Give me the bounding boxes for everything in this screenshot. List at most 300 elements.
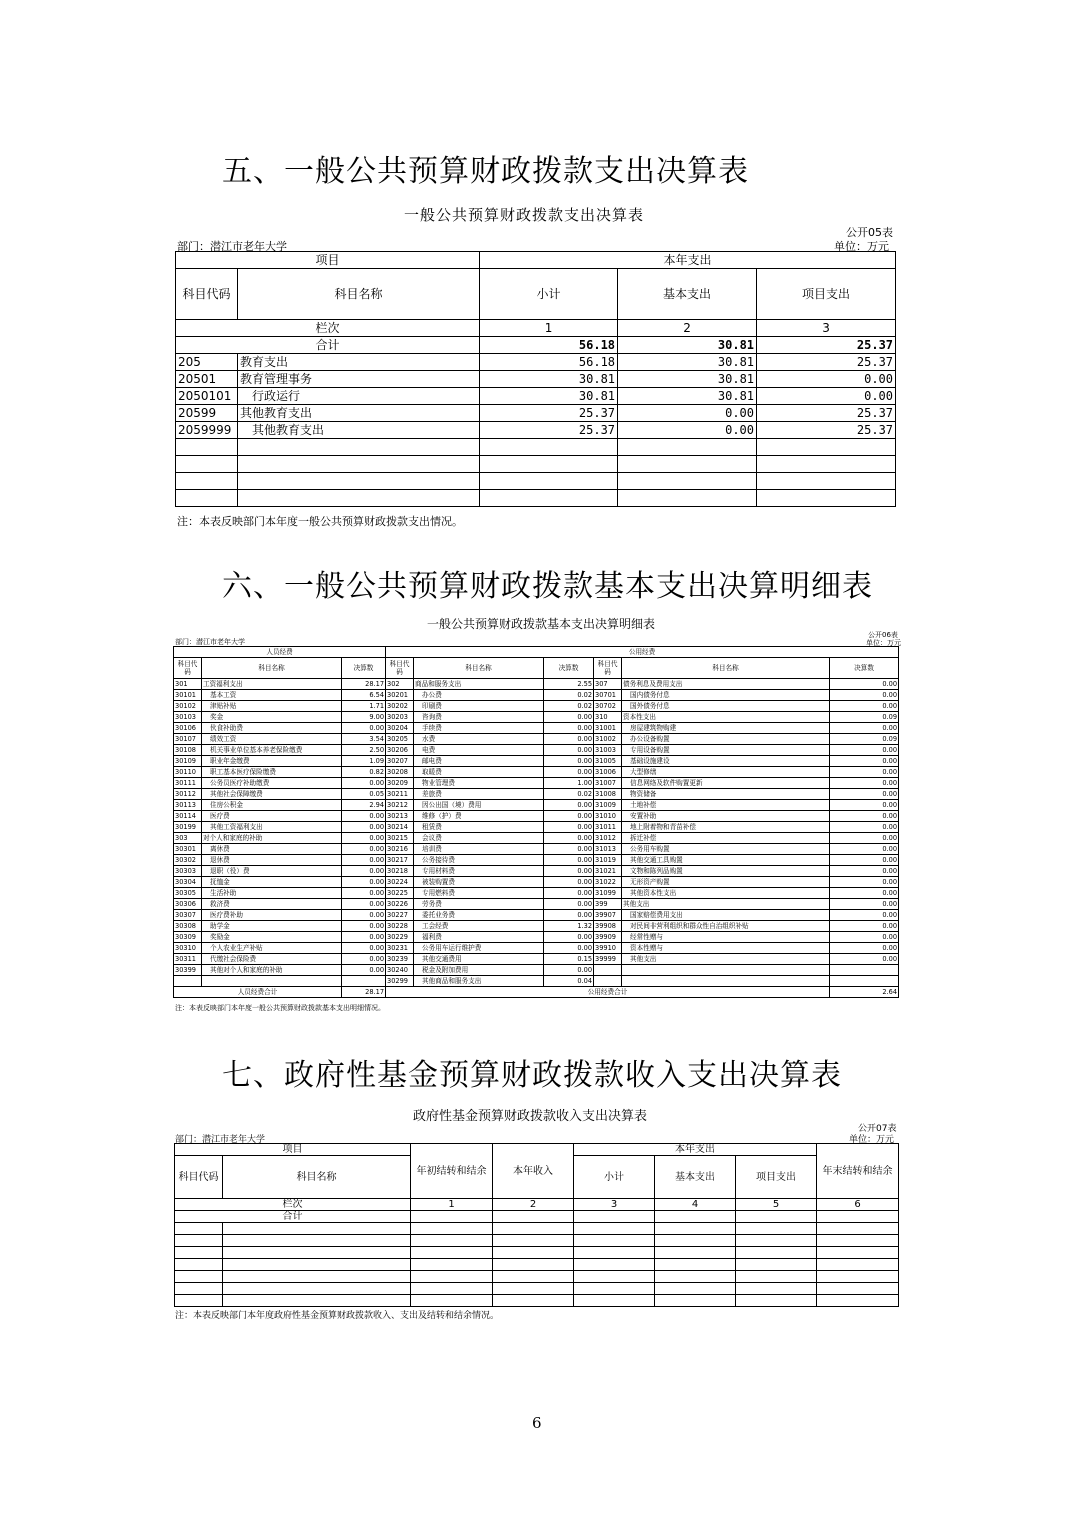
row-name: 抚恤金 xyxy=(202,877,342,888)
row-code: 30229 xyxy=(386,932,414,943)
row-code: 30207 xyxy=(386,756,414,767)
row-name xyxy=(622,965,830,976)
row-code: 30310 xyxy=(174,943,202,954)
row-name: 代缴社会保险费 xyxy=(202,954,342,965)
col-number: 3 xyxy=(757,320,896,337)
row-value: 0.00 xyxy=(830,767,899,778)
row-value: 0.02 xyxy=(544,701,594,712)
row-name: 公务接待费 xyxy=(414,855,544,866)
total-value: 30.81 xyxy=(618,337,757,354)
row-code: 30216 xyxy=(386,844,414,855)
table-row xyxy=(174,954,899,965)
row-value: 0.02 xyxy=(544,690,594,701)
header-personnel: 人员经费 xyxy=(174,647,386,658)
row-code: 205 xyxy=(176,354,238,371)
row-value: 0.00 xyxy=(544,767,594,778)
header-begin-balance: 年初结转和结余 xyxy=(411,1144,493,1199)
row-value: 0.00 xyxy=(830,833,899,844)
header-name: 科目名称 xyxy=(238,269,480,320)
row-code: 30214 xyxy=(386,822,414,833)
row-value: 3.54 xyxy=(342,734,386,745)
row-code: 31011 xyxy=(594,822,622,833)
header-name: 科目名称 xyxy=(223,1156,411,1199)
col-number: 3 xyxy=(574,1199,655,1211)
row-value: 30.81 xyxy=(480,388,618,405)
row-value: 0.00 xyxy=(830,899,899,910)
header-name: 科目名称 xyxy=(622,658,830,679)
row-name: 医疗费 xyxy=(202,811,342,822)
row-name: 资本性赠与 xyxy=(622,943,830,954)
row-name: 津贴补贴 xyxy=(202,701,342,712)
row-value: 0.00 xyxy=(830,679,899,690)
header-year-spending: 本年支出 xyxy=(480,252,896,269)
row-name: 拆迁补偿 xyxy=(622,833,830,844)
row-code: 30302 xyxy=(174,855,202,866)
row-code: 30308 xyxy=(174,921,202,932)
row-code: 2059999 xyxy=(176,422,238,439)
row-name: 信息网络及软件购置更新 xyxy=(622,778,830,789)
row-code: 310 xyxy=(594,712,622,723)
section7-note: 注：本表反映部门本年度政府性基金预算财政拨款收入、支出及结转和结余情况。 xyxy=(175,1311,500,1321)
header-basic: 基本支出 xyxy=(655,1156,736,1199)
section7-table xyxy=(174,1143,899,1307)
row-code: 30102 xyxy=(174,701,202,712)
row-name: 其他支出 xyxy=(622,954,830,965)
row-value: 0.00 xyxy=(830,822,899,833)
empty-row xyxy=(175,1223,899,1235)
section5-table xyxy=(175,251,896,507)
row-code: 303 xyxy=(174,833,202,844)
header-project: 项目支出 xyxy=(736,1156,817,1199)
row-code: 30226 xyxy=(386,899,414,910)
row-code: 31008 xyxy=(594,789,622,800)
row-value: 0.00 xyxy=(618,405,757,422)
row-value: 0.00 xyxy=(830,943,899,954)
row-value: 1.71 xyxy=(342,701,386,712)
table-row xyxy=(174,745,899,756)
row-value: 0.00 xyxy=(830,778,899,789)
row-value: 30.81 xyxy=(618,354,757,371)
row-value: 0.00 xyxy=(830,756,899,767)
personnel-total-label: 人员经费合计 xyxy=(174,987,342,998)
row-value: 0.00 xyxy=(830,690,899,701)
table-row xyxy=(174,976,899,987)
row-name: 大型修缮 xyxy=(622,767,830,778)
page-number: 6 xyxy=(532,1414,542,1432)
empty-row xyxy=(176,490,896,507)
row-code xyxy=(594,976,622,987)
row-code: 31010 xyxy=(594,811,622,822)
row-value: 25.37 xyxy=(757,405,896,422)
row-code: 30227 xyxy=(386,910,414,921)
row-code: 30113 xyxy=(174,800,202,811)
col-number: 2 xyxy=(618,320,757,337)
row-value: 0.00 xyxy=(544,712,594,723)
row-code: 30108 xyxy=(174,745,202,756)
row-value: 25.37 xyxy=(757,422,896,439)
row-value: 0.00 xyxy=(342,943,386,954)
row-value: 0.00 xyxy=(544,811,594,822)
row-code: 30228 xyxy=(386,921,414,932)
header-code: 科目代码 xyxy=(174,658,202,679)
row-name: 资本性支出 xyxy=(622,712,830,723)
row-code: 30307 xyxy=(174,910,202,921)
header-year-spending: 本年支出 xyxy=(574,1144,817,1156)
row-value: 0.00 xyxy=(830,932,899,943)
row-name: 奖金 xyxy=(202,712,342,723)
row-name: 公务用车购置 xyxy=(622,844,830,855)
table-row xyxy=(176,354,896,371)
col-number: 5 xyxy=(736,1199,817,1211)
row-value: 0.00 xyxy=(342,866,386,877)
row-code: 302 xyxy=(386,679,414,690)
row-name: 租赁费 xyxy=(414,822,544,833)
total-value: 25.37 xyxy=(757,337,896,354)
col-number: 4 xyxy=(655,1199,736,1211)
row-value: 0.00 xyxy=(544,965,594,976)
table-row xyxy=(174,679,899,690)
row-value: 0.00 xyxy=(830,888,899,899)
row-value: 0.00 xyxy=(544,910,594,921)
row-code: 30103 xyxy=(174,712,202,723)
row-name: 其他商品和服务支出 xyxy=(414,976,544,987)
row-name: 国家赔偿费用支出 xyxy=(622,910,830,921)
row-code: 30204 xyxy=(386,723,414,734)
row-name: 其他教育支出 xyxy=(238,422,480,439)
row-value: 0.09 xyxy=(830,734,899,745)
row-value: 0.00 xyxy=(544,877,594,888)
total-label: 合计 xyxy=(175,1211,411,1223)
row-value: 0.82 xyxy=(342,767,386,778)
empty-row xyxy=(175,1271,899,1283)
row-value xyxy=(830,976,899,987)
row-code: 30202 xyxy=(386,701,414,712)
row-code: 31019 xyxy=(594,855,622,866)
row-name: 手续费 xyxy=(414,723,544,734)
row-code: 30239 xyxy=(386,954,414,965)
row-name: 咨询费 xyxy=(414,712,544,723)
table-row xyxy=(174,701,899,712)
row-name: 专用设备购置 xyxy=(622,745,830,756)
row-value: 2.50 xyxy=(342,745,386,756)
section6-caption: 一般公共预算财政拨款基本支出决算明细表 xyxy=(427,617,656,631)
header-name: 科目名称 xyxy=(202,658,342,679)
row-value: 0.00 xyxy=(342,888,386,899)
row-name: 绩效工资 xyxy=(202,734,342,745)
row-value: 0.02 xyxy=(544,789,594,800)
table-row xyxy=(174,855,899,866)
header-end-balance: 年末结转和结余 xyxy=(817,1144,899,1199)
table-row xyxy=(176,388,896,405)
row-value: 0.00 xyxy=(830,910,899,921)
table-row xyxy=(174,899,899,910)
row-name: 办公设备购置 xyxy=(622,734,830,745)
row-code: 31009 xyxy=(594,800,622,811)
table-row xyxy=(174,756,899,767)
row-code: 301 xyxy=(174,679,202,690)
table-row xyxy=(174,866,899,877)
row-name: 基础设施建设 xyxy=(622,756,830,767)
row-name xyxy=(202,976,342,987)
row-name: 退休费 xyxy=(202,855,342,866)
section6-table xyxy=(173,646,899,998)
row-code xyxy=(174,976,202,987)
row-value: 0.00 xyxy=(342,855,386,866)
table-row xyxy=(176,371,896,388)
row-code: 30301 xyxy=(174,844,202,855)
row-name: 教育支出 xyxy=(238,354,480,371)
header-amount: 决算数 xyxy=(342,658,386,679)
personnel-total-value: 28.17 xyxy=(342,987,386,998)
row-code: 31006 xyxy=(594,767,622,778)
row-name: 助学金 xyxy=(202,921,342,932)
section7-heading: 七、政府性基金预算财政拨款收入支出决算表 xyxy=(222,1058,842,1093)
row-value: 0.00 xyxy=(830,723,899,734)
table-row xyxy=(174,789,899,800)
row-value: 0.00 xyxy=(342,822,386,833)
empty-row xyxy=(176,439,896,456)
row-code: 31002 xyxy=(594,734,622,745)
row-name: 职工基本医疗保险缴费 xyxy=(202,767,342,778)
row-name: 福利费 xyxy=(414,932,544,943)
row-value: 0.00 xyxy=(342,778,386,789)
row-name: 会议费 xyxy=(414,833,544,844)
empty-row xyxy=(176,456,896,473)
row-name: 专用燃料费 xyxy=(414,888,544,899)
header-amount: 决算数 xyxy=(830,658,899,679)
row-name: 税金及附加费用 xyxy=(414,965,544,976)
row-value: 0.00 xyxy=(544,943,594,954)
row-name: 邮电费 xyxy=(414,756,544,767)
row-value: 0.00 xyxy=(544,888,594,899)
col-number: 1 xyxy=(411,1199,493,1211)
row-name xyxy=(622,976,830,987)
row-code: 30213 xyxy=(386,811,414,822)
row-code: 30399 xyxy=(174,965,202,976)
row-value xyxy=(830,965,899,976)
row-code: 31099 xyxy=(594,888,622,899)
row-code: 31021 xyxy=(594,866,622,877)
row-value: 0.00 xyxy=(544,745,594,756)
row-code: 30201 xyxy=(386,690,414,701)
row-name: 土地补偿 xyxy=(622,800,830,811)
header-code: 科目代码 xyxy=(386,658,414,679)
row-code: 30106 xyxy=(174,723,202,734)
section6-heading: 六、一般公共预算财政拨款基本支出决算明细表 xyxy=(222,569,873,604)
row-code: 30224 xyxy=(386,877,414,888)
row-code: 30309 xyxy=(174,932,202,943)
row-code: 2050101 xyxy=(176,388,238,405)
row-value: 0.00 xyxy=(544,855,594,866)
section7-unit: 单位：万元 xyxy=(849,1135,895,1145)
table-row xyxy=(174,734,899,745)
header-amount: 决算数 xyxy=(544,658,594,679)
table-row xyxy=(174,712,899,723)
header-code: 科目代码 xyxy=(176,269,238,320)
row-name: 职业年金缴费 xyxy=(202,756,342,767)
table-row xyxy=(174,723,899,734)
row-code: 31022 xyxy=(594,877,622,888)
row-value: 0.15 xyxy=(544,954,594,965)
row-code: 39908 xyxy=(594,921,622,932)
row-code: 31013 xyxy=(594,844,622,855)
row-value: 1.09 xyxy=(342,756,386,767)
empty-row xyxy=(175,1247,899,1259)
section5-note: 注：本表反映部门本年度一般公共预算财政拨款支出情况。 xyxy=(177,515,463,528)
row-name: 电费 xyxy=(414,745,544,756)
row-name: 培训费 xyxy=(414,844,544,855)
row-name: 国内债务付息 xyxy=(622,690,830,701)
row-code: 30205 xyxy=(386,734,414,745)
row-name: 生活补助 xyxy=(202,888,342,899)
row-value: 6.54 xyxy=(342,690,386,701)
row-name: 机关事业单位基本养老保险缴费 xyxy=(202,745,342,756)
row-code: 30240 xyxy=(386,965,414,976)
row-value: 25.37 xyxy=(480,405,618,422)
row-code xyxy=(594,965,622,976)
row-name: 奖励金 xyxy=(202,932,342,943)
section7-dept: 部门：潜江市老年大学 xyxy=(175,1135,266,1145)
row-value: 0.00 xyxy=(342,723,386,734)
row-name: 个人农业生产补贴 xyxy=(202,943,342,954)
row-value: 28.17 xyxy=(342,679,386,690)
row-value: 0.00 xyxy=(830,954,899,965)
public-total-label: 公用经费合计 xyxy=(386,987,830,998)
row-col-label: 栏次 xyxy=(176,320,480,337)
row-value: 0.00 xyxy=(342,965,386,976)
row-value: 30.81 xyxy=(480,371,618,388)
table-row xyxy=(174,888,899,899)
row-value: 0.00 xyxy=(342,921,386,932)
row-name: 维修（护）费 xyxy=(414,811,544,822)
row-value: 0.00 xyxy=(544,822,594,833)
row-name: 住房公积金 xyxy=(202,800,342,811)
row-name: 办公费 xyxy=(414,690,544,701)
section6-form-no: 公开06表 xyxy=(868,631,898,639)
row-value: 0.00 xyxy=(618,422,757,439)
row-value: 0.00 xyxy=(544,833,594,844)
row-code: 30209 xyxy=(386,778,414,789)
section5-unit: 单位：万元 xyxy=(834,240,889,253)
row-value: 0.00 xyxy=(830,866,899,877)
row-value: 0.00 xyxy=(757,388,896,405)
row-name: 无形资产购置 xyxy=(622,877,830,888)
header-public: 公用经费 xyxy=(386,647,899,658)
table-row xyxy=(174,767,899,778)
row-name: 债务利息及费用支出 xyxy=(622,679,830,690)
row-value: 0.00 xyxy=(544,734,594,745)
table-row xyxy=(174,932,899,943)
row-code: 30206 xyxy=(386,745,414,756)
header-item: 项目 xyxy=(176,252,480,269)
row-code: 39909 xyxy=(594,932,622,943)
row-code: 30701 xyxy=(594,690,622,701)
row-code: 30211 xyxy=(386,789,414,800)
row-code: 39907 xyxy=(594,910,622,921)
header-income: 本年收入 xyxy=(493,1144,574,1199)
table-row xyxy=(174,943,899,954)
header-subtotal: 小计 xyxy=(480,269,618,320)
row-name: 对个人和家庭的补助 xyxy=(202,833,342,844)
row-value: 1.32 xyxy=(544,921,594,932)
section5-heading: 五、一般公共预算财政拨款支出决算表 xyxy=(222,154,749,189)
row-code: 30215 xyxy=(386,833,414,844)
row-code: 20599 xyxy=(176,405,238,422)
row-code: 30199 xyxy=(174,822,202,833)
row-value: 0.04 xyxy=(544,976,594,987)
row-value: 0.00 xyxy=(830,844,899,855)
row-value: 0.00 xyxy=(830,855,899,866)
row-name: 公务用车运行维护费 xyxy=(414,943,544,954)
row-name: 被装购置费 xyxy=(414,877,544,888)
row-code: 31007 xyxy=(594,778,622,789)
row-name: 退职（役）费 xyxy=(202,866,342,877)
row-value xyxy=(342,976,386,987)
public-total-value: 2.64 xyxy=(830,987,899,998)
total-value: 56.18 xyxy=(480,337,618,354)
row-name: 其他支出 xyxy=(622,899,830,910)
row-value: 0.00 xyxy=(544,844,594,855)
row-value: 0.00 xyxy=(342,833,386,844)
row-value: 0.00 xyxy=(342,811,386,822)
row-code: 30231 xyxy=(386,943,414,954)
row-name: 文物和陈列品购置 xyxy=(622,866,830,877)
row-code: 30114 xyxy=(174,811,202,822)
row-value: 0.00 xyxy=(544,756,594,767)
row-value: 0.05 xyxy=(342,789,386,800)
row-name: 其他社会保障缴费 xyxy=(202,789,342,800)
row-value: 0.00 xyxy=(544,800,594,811)
section5-caption: 一般公共预算财政拨款支出决算表 xyxy=(404,206,645,224)
row-code: 20501 xyxy=(176,371,238,388)
row-name: 基本工资 xyxy=(202,690,342,701)
row-name: 物业管理费 xyxy=(414,778,544,789)
row-value: 0.00 xyxy=(342,910,386,921)
row-value: 56.18 xyxy=(480,354,618,371)
row-code: 399 xyxy=(594,899,622,910)
row-code: 30303 xyxy=(174,866,202,877)
row-value: 1.00 xyxy=(544,778,594,789)
row-code: 39999 xyxy=(594,954,622,965)
col-number: 1 xyxy=(480,320,618,337)
row-name: 其他资本性支出 xyxy=(622,888,830,899)
row-value: 0.00 xyxy=(544,866,594,877)
row-code: 30306 xyxy=(174,899,202,910)
section6-dept: 部门：潜江市老年大学 xyxy=(175,638,245,646)
row-value: 0.00 xyxy=(544,932,594,943)
row-code: 30218 xyxy=(386,866,414,877)
row-name: 其他教育支出 xyxy=(238,405,480,422)
section7-form-no: 公开07表 xyxy=(858,1124,897,1134)
row-value: 0.00 xyxy=(830,800,899,811)
header-project: 项目支出 xyxy=(757,269,896,320)
row-code: 30304 xyxy=(174,877,202,888)
row-name: 物资储备 xyxy=(622,789,830,800)
row-name: 水费 xyxy=(414,734,544,745)
table-row xyxy=(176,405,896,422)
empty-row xyxy=(175,1259,899,1271)
row-name: 其他交通费用 xyxy=(414,954,544,965)
row-code: 30111 xyxy=(174,778,202,789)
row-code: 30311 xyxy=(174,954,202,965)
row-name: 经常性赠与 xyxy=(622,932,830,943)
row-name: 其他工资福利支出 xyxy=(202,822,342,833)
table-row xyxy=(174,910,899,921)
total-label: 合计 xyxy=(176,337,480,354)
table-row xyxy=(174,800,899,811)
row-name: 委托业务费 xyxy=(414,910,544,921)
row-code: 30112 xyxy=(174,789,202,800)
